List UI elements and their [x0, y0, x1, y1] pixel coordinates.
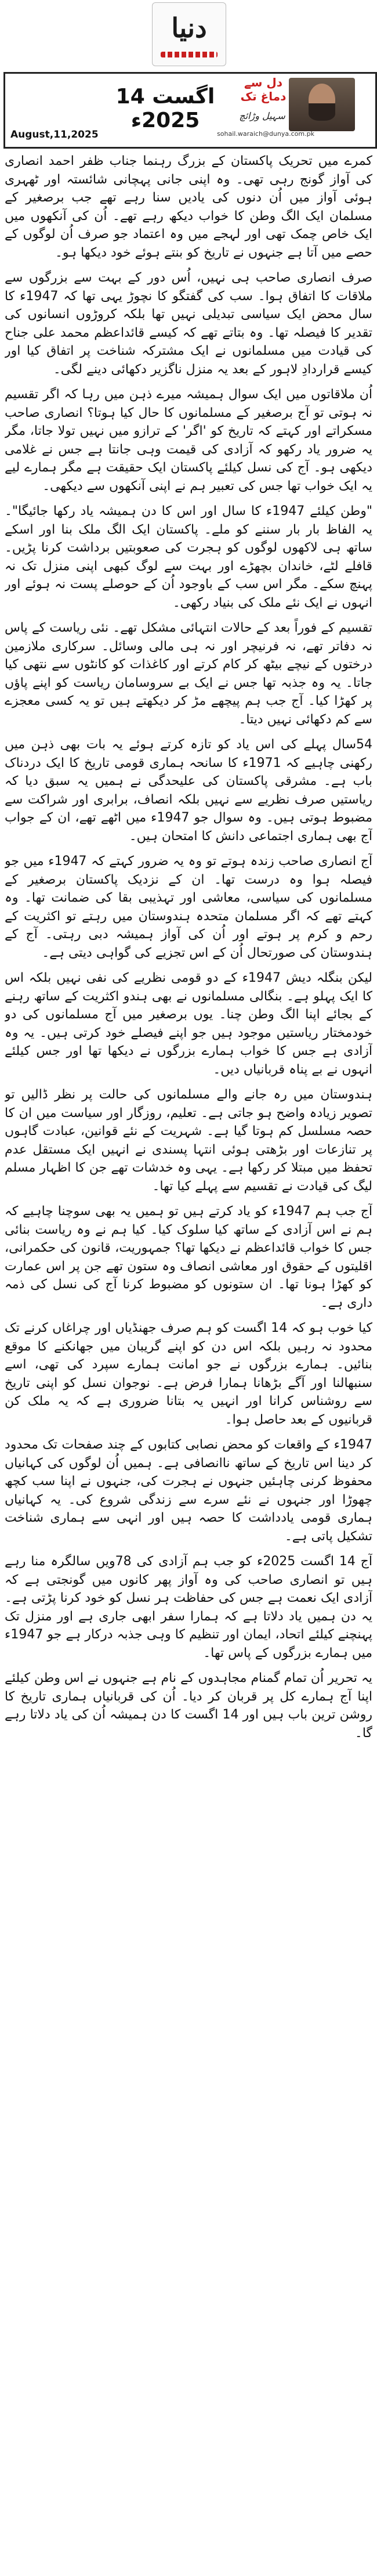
- date-english: August,11,2025: [10, 129, 99, 140]
- author-photo: [289, 78, 355, 131]
- masthead: [0, 0, 377, 75]
- paragraph: یہ تحریر اُن تمام گمنام مجاہدوں کے نام ہے جنہوں نے اس وطن کیلئے اپنا آج ہمارے کل پر قربان کر دیا۔ اُن کی قربانیاں ہماری تاریخ کا روشن ترین باب ہیں اور 14 اگست کا دن ہمیشہ اُن کی یاد دلاتا رہے گا۔: [5, 1671, 372, 1741]
- author-beard: [309, 103, 335, 121]
- paragraph: آج جب ہم 1947ء کو یاد کرتے ہیں تو ہمیں یہ بھی سوچنا چاہیے کہ ہم نے اس آزادی کے ساتھ کیا سلوک کیا۔ کیا ہم نے وہ ریاست بنائی جس کا خواب قائداعظم نے دیکھا تھا؟ جمہوریت، قانون کی حکمرانی، اقلیتوں کے حقوق اور معاشی انصاف وہ ستون تھے جن پر اس عمارت کو کھڑا ہونا تھا۔ ان ستونوں کو مضبوط کرنا آج کی نسل کی ذمہ داری ہے۔: [5, 1204, 372, 1310]
- paragraph: اُن ملاقاتوں میں ایک سوال ہمیشہ میرے ذہن میں رہا کہ اگر تقسیم نہ ہوتی تو آج برصغیر کے مسلمانوں کا حال کیا ہوتا؟ انصاری صاحب مسکراتے اور کہتے کہ تاریخ کو 'اگر' کے ترازو میں نہیں تولا جاتا، مگر یہ ضرور یاد رکھو کہ آزادی کی قیمت وہی جانتا ہے جس نے غلامی دیکھی ہو۔ آج کی نسل کیلئے پاکستان ایک حقیقت ہے مگر ہمارے لیے یہ ایک خواب تھا جس کی تعبیر ہم نے اپنی آنکھوں سے دیکھی۔: [5, 387, 372, 493]
- paragraph: کیا خوب ہو کہ 14 اگست کو ہم صرف جھنڈیاں اور چراغاں کرنے تک محدود نہ رہیں بلکہ اس دن کو اپنے گریبان میں جھانکنے کا موقع بنائیں۔ ہمارے بزرگوں نے جو امانت ہمارے سپرد کی تھی، اسے سنبھالنا اور آگے بڑھانا ہمارا فرض ہے۔ نوجوان نسل کو اپنی تاریخ سے روشناس کرانا اور انہیں یہ بتانا ضروری ہے کہ یہ ملک کن قربانیوں کے بعد حاصل ہوا۔: [5, 1321, 372, 1427]
- logo-flag-stripe: [161, 52, 217, 57]
- paragraph: "وطن کیلئے 1947ء کا سال اور اس کا دن ہمیشہ یاد رکھا جائیگا"۔ یہ الفاظ بار بار سننے کو ملے۔ پاکستان ایک الگ ملک بنا اور اسکے ساتھ ہی لاکھوں لوگوں کو ہجرت کی صعوبتیں برداشت کرنا پڑیں۔ قافلے لٹے، خاندان بچھڑے اور بہت سے لوگ کبھی اپنی منزل تک نہ پہنچ سکے۔ مگر اس سب کے باوجود اُن کے حوصلے پست نہ ہوئے اور انہوں نے ایک نئے ملک کی بنیاد رکھی۔: [5, 504, 372, 610]
- author-email[interactable]: sohail.waraich@dunya.com.pk: [217, 130, 314, 138]
- author-signature: سہیل وڑائچ: [239, 110, 285, 121]
- date-urdu: 14 اگست 2025ء: [115, 85, 215, 132]
- paragraph: لیکن بنگلہ دیش 1947ء کے دو قومی نظریے کی نفی نہیں بلکہ اس کا ایک پہلو ہے۔ بنگالی مسلمانوں نے بھی ہندو اکثریت کے ساتھ رہنے کے بجائے اپنا الگ وطن چنا۔ یوں برصغیر میں آج مسلمانوں کی دو خودمختار ریاستیں موجود ہیں جو اپنے فیصلے خود کرتی ہیں۔ یہ وہ آزادی ہے جس کا خواب ہمارے بزرگوں نے دیکھا تھا اور جس کیلئے انہوں نے بے پناہ قربانیاں دیں۔: [5, 971, 372, 1077]
- column-title: دل سے دماغ تک: [240, 75, 287, 103]
- paragraph: تقسیم کے فوراً بعد کے حالات انتہائی مشکل تھے۔ نئی ریاست کے پاس نہ دفاتر تھے، نہ فرنیچر اور نہ ہی مالی وسائل۔ سرکاری ملازمین درختوں کے نیچے بیٹھ کر کام کرتے اور کاغذات کو کانٹوں سے نتھی کیا جاتا۔ یہ وہ جذبہ تھا جس نے ایک بے سروسامان ریاست کو اپنے پاؤں پر کھڑا کیا۔ آج جب ہم پیچھے مڑ کر دیکھتے ہیں تو یہ کسی معجزے سے کم دکھائی نہیں دیتا۔: [5, 621, 372, 727]
- paragraph: صرف انصاری صاحب ہی نہیں، اُس دور کے بہت سے بزرگوں سے ملاقات کا اتفاق ہوا۔ سب کی گفتگو کا نچوڑ یہی تھا کہ 1947ء کا سال محض ایک سیاسی تبدیلی نہیں تھا بلکہ کروڑوں انسانوں کی تقدیر کا فیصلہ تھا۔ وہ بتاتے تھے کہ کیسے قائداعظم محمد علی جناح کی قیادت میں مسلمانوں نے ایک مشترکہ شناخت پر اتفاق کیا اور کیسے قراردادِ لاہور کے بعد یہ منزل ناگزیر دکھائی دینے لگی۔: [5, 271, 372, 377]
- article-body: [5, 152, 372, 2572]
- paragraph: ہندوستان میں رہ جانے والے مسلمانوں کی حالت پر نظر ڈالیں تو تصویر زیادہ واضح ہو جاتی ہے۔ تعلیم، روزگار اور سیاست میں ان کا حصہ مسلسل کم ہوتا گیا ہے۔ شہریت کے نئے قوانین، عبادت گاہوں پر تنازعات اور بڑھتی ہوئی انتہا پسندی نے انہیں ایک مستقل عدم تحفظ میں مبتلا کر رکھا ہے۔ یہی وہ خدشات تھے جن کا اظہار مسلم لیگ کی قیادت نے تقسیم سے پہلے کیا تھا۔: [5, 1087, 372, 1194]
- logo-text: دنیا: [171, 12, 207, 44]
- paragraph: آج 14 اگست 2025ء کو جب ہم آزادی کی 78ویں سالگرہ منا رہے ہیں تو انصاری صاحب کی وہ آواز پھر کانوں میں گونجتی ہے کہ آزادی ایک نعمت ہے جس کی حفاظت ہر نسل کو خود کرنا پڑتی ہے۔ یہ دن ہمیں یاد دلاتا ہے کہ ہمارا سفر ابھی جاری ہے اور منزل تک پہنچنے کیلئے اتحاد، ایمان اور تنظیم کا وہی جذبہ درکار ہے جو 1947ء میں ہمارے بزرگوں کے پاس تھا۔: [5, 1554, 372, 1660]
- newspaper-logo[interactable]: [152, 2, 226, 66]
- paragraph: 1947ء کے واقعات کو محض نصابی کتابوں کے چند صفحات تک محدود کر دینا اس تاریخ کے ساتھ ناانصافی ہے۔ ہمیں اُن لوگوں کی کہانیاں محفوظ کرنی چاہئیں جنہوں نے ہجرت کی، جنہوں نے اپنا سب کچھ چھوڑا اور جنہوں نے نئے سرے سے زندگی شروع کی۔ یہ کہانیاں ہماری قومی یادداشت کا حصہ ہیں اور انہی سے ہماری شناخت تشکیل پاتی ہے۔: [5, 1437, 372, 1544]
- paragraph: 54سال پہلے کی اس یاد کو تازہ کرتے ہوئے یہ بات بھی ذہن میں رکھنی چاہیے کہ 1971ء کا سانحہ ہماری قومی تاریخ کا ایک دردناک باب ہے۔ مشرقی پاکستان کی علیحدگی نے ہمیں یہ سبق دیا کہ ریاستیں صرف نظریے سے نہیں بلکہ انصاف، برابری اور شراکت سے مضبوط ہوتی ہیں۔ وہ سوال جو 1947ء میں اٹھے تھے، ان کے جواب آج بھی ہماری اجتماعی دانش کا امتحان ہیں۔: [5, 737, 372, 844]
- column-header: [0, 70, 377, 150]
- paragraph: آج انصاری صاحب زندہ ہوتے تو وہ یہ ضرور کہتے کہ 1947ء میں جو فیصلہ ہوا وہ درست تھا۔ ان کے نزدیک پاکستان برصغیر کے مسلمانوں کی سیاسی، معاشی اور تہذیبی بقا کی ضمانت تھا۔ وہ کہتے تھے کہ اگر مسلمان متحدہ ہندوستان میں رہتے تو اکثریت کے رحم و کرم پر ہوتے اور اُن کی آواز ہمیشہ دبی رہتی۔ آج کے ہندوستان کی صورتحال اُن کے اس تجزیے کی گواہی دیتی ہے۔: [5, 854, 372, 960]
- paragraph: کمرے میں تحریک پاکستان کے بزرگ رہنما جناب ظفر احمد انصاری کی آواز گونج رہی تھی۔ وہ اپنی جانی پہچانی شائستہ اور ٹھہری ہوئی آواز میں اُن دنوں کی یادیں سنا رہے تھے جب برصغیر کے مسلمان ایک الگ وطن کا خواب دیکھ رہے تھے۔ اُن کی آنکھوں میں ایک خاص چمک تھی اور لہجے میں وہ اعتماد جو صرف اُن لوگوں کے حصے میں آتا ہے جنہوں نے تاریخ کو بنتے ہوئے خود دیکھا ہو۔: [5, 154, 372, 260]
